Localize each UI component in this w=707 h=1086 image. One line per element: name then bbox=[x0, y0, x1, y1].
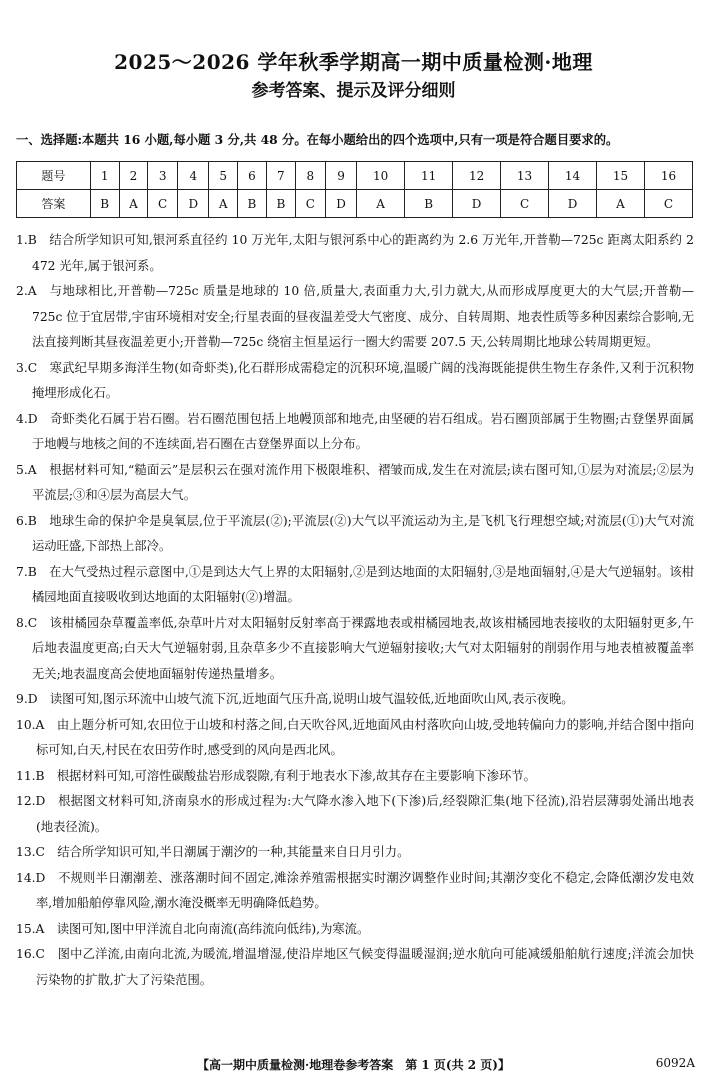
answer-cell: B bbox=[237, 190, 266, 218]
answer-table bbox=[16, 161, 693, 218]
explanation-item: 9.D 读图可知,图示环流中山坡气流下沉,近地面气压升高,说明山坡气温较低,近地面吹山风,表示夜晚。 bbox=[16, 692, 574, 706]
question-number: 1 bbox=[90, 162, 119, 190]
explanation-item: 7.B 在大气受热过程示意图中,①是到达大气上界的太阳辐射,②是到达地面的太阳辐射,③是地面辐射,④是大气逆辐射。该柑橘园地面直接吸收到达地面的太阳辐射(②)增温。 bbox=[16, 564, 694, 604]
question-number: 12 bbox=[453, 162, 501, 190]
question-number: 14 bbox=[549, 162, 597, 190]
answer-cell: D bbox=[549, 190, 597, 218]
question-number: 13 bbox=[501, 162, 549, 190]
section-heading: 一、选择题:本题共 16 小题,每小题 3 分,共 48 分。在每小题给出的四个选项中,只有一项是符合题目要求的。 bbox=[16, 132, 619, 147]
question-number: 16 bbox=[644, 162, 692, 190]
explanation-item: 8.C 该柑橘园杂草覆盖率低,杂草叶片对太阳辐射反射率高于裸露地表或柑橘园地表,故该柑橘园地表接收的太阳辐射更多,午后地表温度更高;白天大气逆辐射弱,且杂草多少不直接影响大气逆辐射接收;大气对太阳辐射的削弱作用与地表植被覆盖率无关;地表温度高会使地面辐射传递热量增多。 bbox=[16, 615, 694, 681]
question-number: 10 bbox=[357, 162, 405, 190]
document-code: 6092A bbox=[655, 1056, 695, 1070]
question-number: 6 bbox=[237, 162, 266, 190]
answer-cell: D bbox=[178, 190, 209, 218]
explanation-item: 15.A 读图可知,图中甲洋流自北向南流(高纬流向低纬),为寒流。 bbox=[16, 921, 370, 936]
page-subtitle: 参考答案、提示及评分细则 bbox=[251, 81, 456, 101]
answer-cell: B bbox=[90, 190, 119, 218]
question-number: 3 bbox=[148, 162, 178, 190]
answer-cell: D bbox=[325, 190, 356, 218]
answer-cell: D bbox=[453, 190, 501, 218]
explanation-item: 13.C 结合所学知识可知,半日潮属于潮汐的一种,其能量来自日月引力。 bbox=[16, 845, 410, 859]
question-number-row bbox=[17, 162, 693, 190]
question-number: 8 bbox=[295, 162, 325, 190]
explanation-item: 3.C 寒武纪早期多海洋生物(如奇虾类),化石群形成需稳定的沉积环境,温暖广阔的浅海既能提供生物生存条件,又利于沉积物掩埋形成化石。 bbox=[16, 360, 694, 400]
answer-cell: B bbox=[405, 190, 453, 218]
answer-cell: C bbox=[501, 190, 549, 218]
answer-cell: A bbox=[357, 190, 405, 218]
explanation-item: 12.D 根据图文材料可知,济南泉水的形成过程为:大气降水渗入地下(下渗)后,经裂隙汇集(地下径流),沿岩层薄弱处涌出地表(地表径流)。 bbox=[16, 794, 694, 834]
explanation-item: 2.A 与地球相比,开普勒—725c 质量是地球的 10 倍,质量大,表面重力大,引力就大,从而形成厚度更大的大气层;开普勒—725c 位于宜居带,宇宙环境相对安全;行星表面的昼夜温差受大气密度、成分、自转周期、地表性质等多种因素综合影响,无法直接判断其昼夜温差更小;开普勒—725c 绕宿主恒星运行一圈大约需要 207.5 天,公转周期比地球公转周期更短。 bbox=[16, 284, 694, 349]
explanation-item: 5.A 根据材料可知,“糙面云”是层积云在强对流作用下极限堆积、褶皱而成,发生在对流层;读右图可知,①层为对流层;②层为平流层;③和④层为高层大气。 bbox=[16, 462, 694, 502]
answer-row bbox=[17, 190, 693, 218]
row-label: 答案 bbox=[17, 190, 91, 218]
question-number: 15 bbox=[597, 162, 645, 190]
question-number: 4 bbox=[178, 162, 209, 190]
question-number: 2 bbox=[119, 162, 147, 190]
answer-cell: B bbox=[266, 190, 295, 218]
question-number: 5 bbox=[209, 162, 237, 190]
explanation-item: 6.B 地球生命的保护伞是臭氧层,位于平流层(②);平流层(②)大气以平流运动为主,是飞机飞行理想空域;对流层(①)大气对流运动旺盛,下部热上部冷。 bbox=[16, 513, 694, 553]
answer-cell: C bbox=[295, 190, 325, 218]
explanation-list bbox=[16, 228, 694, 993]
explanation-item: 11.B 根据材料可知,可溶性碳酸盐岩形成裂隙,有利于地表水下渗,故其存在主要影响下渗环节。 bbox=[16, 768, 536, 783]
explanation-item: 16.C 图中乙洋流,由南向北流,为暖流,增温增湿,使沿岸地区气候变得温暖湿润;逆水航向可能减缓船舶航行速度;洋流会加快污染物的扩散,扩大了污染范围。 bbox=[16, 947, 694, 987]
answer-cell: A bbox=[119, 190, 147, 218]
explanation-item: 1.B 结合所学知识可知,银河系直径约 10 万光年,太阳与银河系中心的距离约为 2.6 万光年,开普勒—725c 距离太阳系约 2 472 光年,属于银河系。 bbox=[16, 233, 694, 273]
explanation-item: 4.D 奇虾类化石属于岩石圈。岩石圈范围包括上地幔顶部和地壳,由坚硬的岩石组成。岩石圈顶部属于生物圈;古登堡界面属于地幔与地核之间的不连续面,岩石圈在古登堡界面以上分布。 bbox=[16, 411, 694, 451]
row-label: 题号 bbox=[17, 162, 91, 190]
answer-cell: C bbox=[644, 190, 692, 218]
question-number: 11 bbox=[405, 162, 453, 190]
page-title: 2025～2026 学年秋季学期高一期中质量检测·地理 bbox=[114, 50, 593, 74]
question-number: 9 bbox=[325, 162, 356, 190]
question-number: 7 bbox=[266, 162, 295, 190]
answer-cell: A bbox=[209, 190, 237, 218]
answer-cell: C bbox=[148, 190, 178, 218]
explanation-item: 14.D 不规则半日潮潮差、涨落潮时间不固定,滩涂养殖需根据实时潮汐调整作业时间;其潮汐变化不稳定,会降低潮汐发电效率,增加船舶停靠风险,潮水淹没概率无明确降低趋势。 bbox=[16, 870, 694, 910]
page-footer: 【高一期中质量检测·地理卷参考答案 第 1 页(共 2 页)】 bbox=[197, 1058, 510, 1072]
explanation-item: 10.A 由上题分析可知,农田位于山坡和村落之间,白天吹谷风,近地面风由村落吹向山坡,受地转偏向力的影响,并结合图中指向标可知,白天,村民在农田劳作时,感受到的风向是西北风。 bbox=[16, 717, 694, 757]
answer-cell: A bbox=[597, 190, 645, 218]
